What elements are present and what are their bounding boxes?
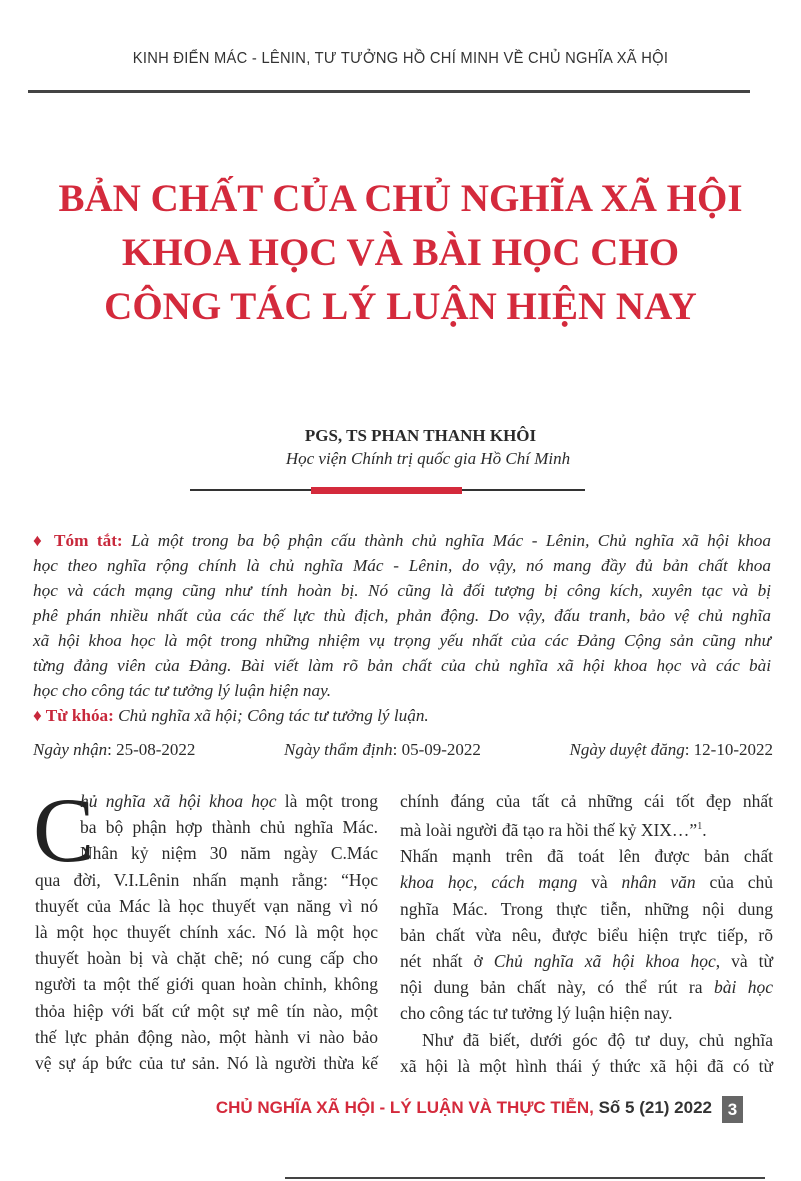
body-line: Nhân kỷ niệm 30 năm ngày C.Mác: [80, 843, 378, 864]
author-name: PGS, TS PHAN THANH KHÔI: [304, 426, 537, 445]
body-line: thỏa hiệp với bất cứ một sự mê tín nào, một: [35, 1000, 378, 1021]
body-line: thế lực phản động nào, một hành vi nào bảo: [35, 1026, 378, 1047]
header-rule: [28, 90, 750, 93]
author-affiliation: Học viện Chính trị quốc gia Hồ Chí Minh: [285, 449, 571, 468]
body-line: chính đáng của tất cả những cái tốt đẹp nhất: [400, 791, 773, 811]
abstract-line: phê phán nhiều nhất của các thế lực thù địch, phản động. Do vậy, đấu tranh, bảo vệ chủ nghĩa: [33, 606, 771, 625]
date-approved: Ngày duyệt đăng: 12-10-2022: [569, 740, 773, 759]
body-line: mà loài người đã tạo ra hồi thế kỷ XIX…”$^1$.: [400, 820, 707, 841]
page-number: 3: [722, 1096, 743, 1123]
body-line: cho công tác tư tưởng lý luận hiện nay.: [400, 1003, 673, 1024]
body-line: hủ nghĩa xã hội khoa học là một trong: [80, 791, 378, 811]
abstract-line: từng đảng viên của Đảng. Bài viết làm rõ bản chất của chủ nghĩa xã hội khoa học và các bài: [33, 656, 771, 675]
drop-cap: C: [33, 779, 95, 881]
date-reviewed: Ngày thẩm định: 05-09-2022: [284, 740, 481, 759]
abstract-label: ♦ Tóm tắt:: [33, 531, 123, 550]
body-line: thuyết hoàn bị và chặt chẽ; nó cung cấp cho: [35, 948, 378, 969]
body-line: nội dung bản chất này, có thể rút ra bài học: [400, 977, 773, 998]
title-line: BẢN CHẤT CỦA CHỦ NGHĨA XÃ HỘI: [58, 177, 743, 220]
body-line: Nhấn mạnh trên đã toát lên được bản chất: [400, 846, 773, 867]
keywords-label: ♦ Từ khóa:: [33, 706, 114, 725]
issue-number: Số 5 (21) 2022: [593, 1098, 712, 1117]
divider-accent: [311, 487, 462, 494]
title-line: CÔNG TÁC LÝ LUẬN HIỆN NAY: [104, 285, 697, 328]
body-line: ba bộ phận hợp thành chủ nghĩa Mác.: [80, 817, 378, 838]
body-line: khoa học, cách mạng và nhân văn của chủ: [400, 872, 773, 893]
body-line: nét nhất ở Chủ nghĩa xã hội khoa học, và từ: [400, 951, 773, 972]
abstract-line: xã hội khoa học là một trong những nhiệm vụ trọng yếu nhất của các Đảng Cộng sản cũng như: [33, 631, 771, 650]
keywords: ♦ Từ khóa: Chủ nghĩa xã hội; Công tác tư tưởng lý luận.: [33, 706, 429, 725]
running-head: KINH ĐIỂN MÁC - LÊNIN, TƯ TƯỞNG HỒ CHÍ MINH VỀ CHỦ NGHĨA XÃ HỘI: [132, 50, 669, 67]
body-line: bản chất vừa nêu, được biểu hiện trực tiếp, rõ: [400, 924, 773, 945]
body-line: Như đã biết, dưới góc độ tư duy, chủ nghĩa: [422, 1029, 773, 1050]
title-line: KHOA HỌC VÀ BÀI HỌC CHO: [121, 231, 680, 274]
body-line: là một học thuyết chính xác. Nó là một học: [35, 922, 378, 943]
footer-rule: [285, 1177, 765, 1179]
abstract-line: học theo nghĩa rộng chính là chủ nghĩa Mác - Lênin, do vậy, nó mang đầy đủ bản chất khoa: [33, 556, 771, 575]
abstract-line: học cho công tác tư tưởng lý luận hiện nay.: [33, 681, 332, 700]
dates-row: [33, 740, 773, 760]
body-line: xã hội là một hình thái ý thức xã hội đã có từ: [400, 1055, 773, 1076]
article-title: [0, 172, 801, 334]
body-line: người ta một thế giới quan hoàn chỉnh, không: [35, 974, 378, 995]
abstract: [33, 528, 771, 728]
footer: [0, 1098, 712, 1118]
body-column-right: [400, 788, 773, 1079]
body-column-left: [33, 779, 378, 1076]
body-line: nghĩa Mác. Trong thực tiễn, những nội dung: [400, 898, 773, 919]
body-line: qua đời, V.I.Lênin nhấn mạnh rằng: “Học: [35, 869, 378, 890]
abstract-line: học và cách mạng cũng như tính hoàn bị. Nó cũng là đối tượng bị công kích, xuyên tạc và bị: [33, 581, 771, 600]
journal-name: CHỦ NGHĨA XÃ HỘI - LÝ LUẬN VÀ THỰC TIỄN,: [215, 1098, 594, 1117]
date-received: Ngày nhận: 25-08-2022: [33, 740, 196, 759]
body-line: vệ sự áp bức của tư sản. Nó là người thừa kế: [35, 1053, 378, 1074]
abstract-line: ♦ Tóm tắt: Là một trong ba bộ phận cấu thành chủ nghĩa Mác - Lênin, Chủ nghĩa xã hội khoa: [33, 531, 771, 550]
body-line: thuyết của Mác là học thuyết vạn năng vì nó: [35, 895, 378, 916]
